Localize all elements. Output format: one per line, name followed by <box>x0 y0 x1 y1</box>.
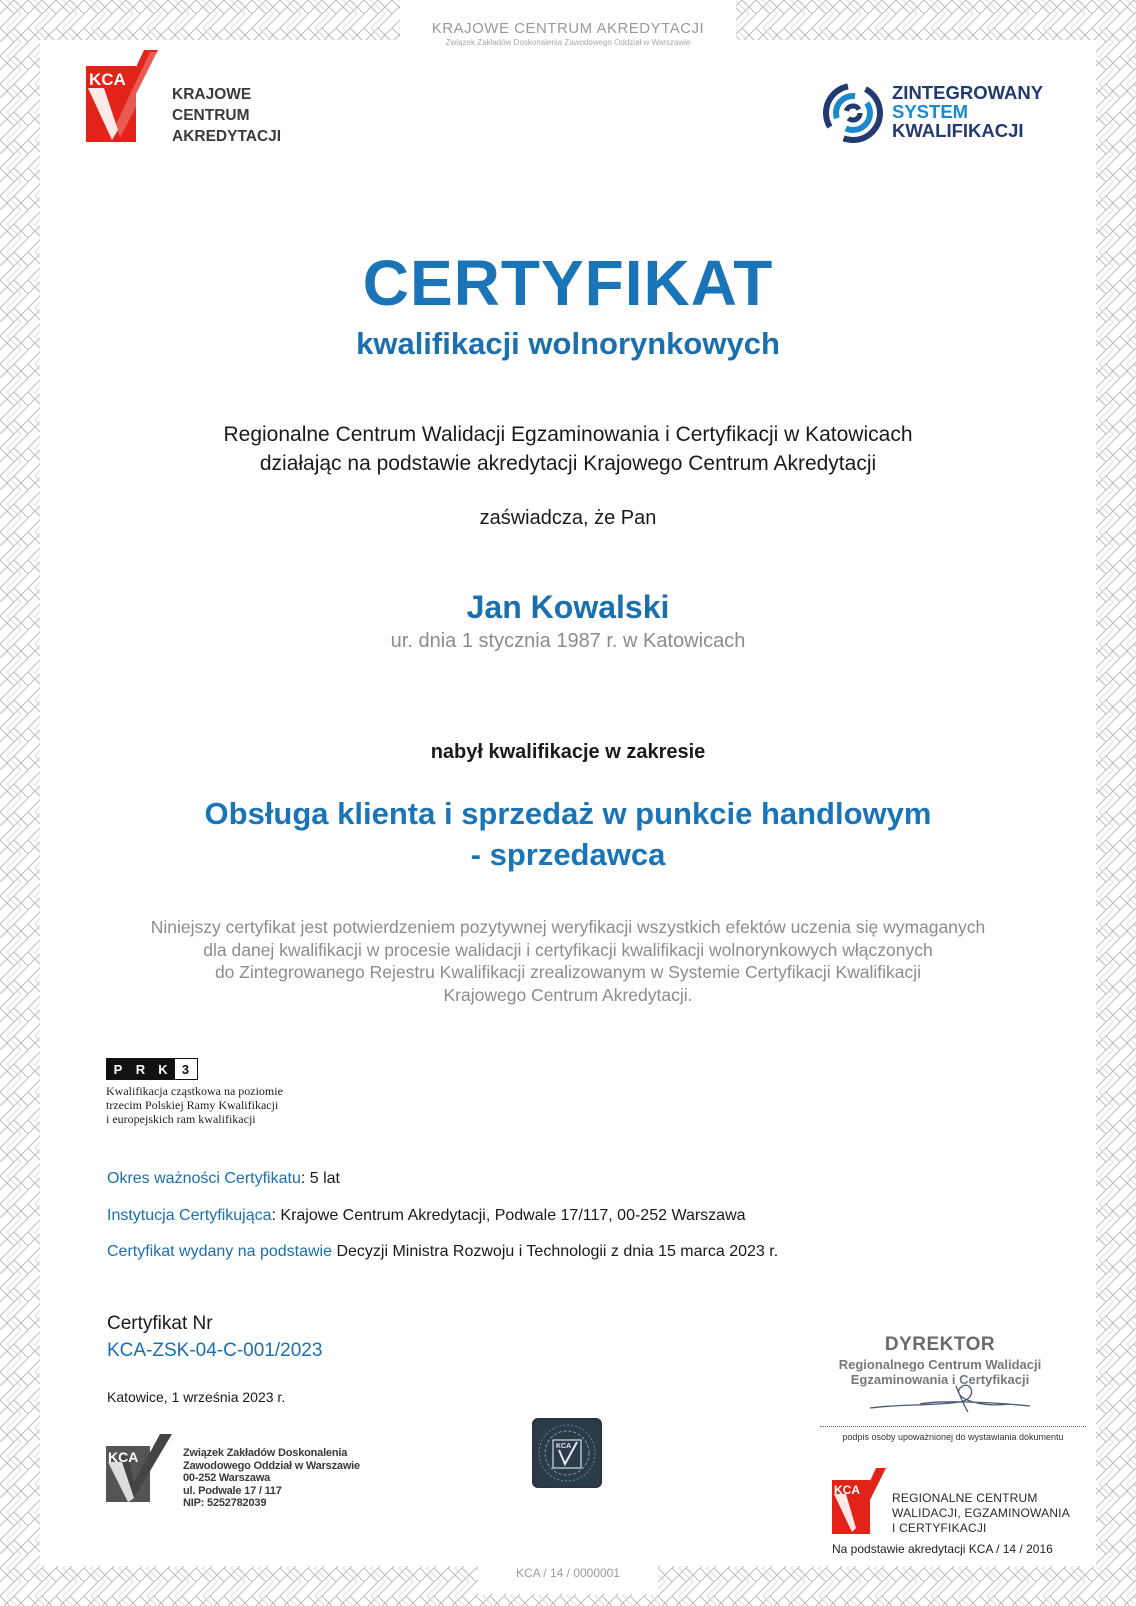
description-line: Krajowego Centrum Akredytacji. <box>443 984 693 1005</box>
validity-value: : 5 lat <box>300 1170 340 1187</box>
regional-mark: KCA <box>834 1483 860 1497</box>
organization-stamp <box>106 1432 396 1509</box>
prk-boxes <box>106 1058 283 1080</box>
zsk-logo-line1: ZINTEGROWANY <box>892 82 1044 103</box>
prk-description <box>106 1084 283 1126</box>
kca-logo-label <box>172 84 281 147</box>
prk-letter: P <box>106 1058 130 1080</box>
validity-label: Okres ważności Certyfikatu <box>107 1170 301 1187</box>
prk-letter: K <box>151 1058 175 1080</box>
kca-mark: KCA <box>89 70 126 89</box>
kca-logo <box>86 48 286 148</box>
signature-line2: Regionalnego Centrum Walidacji <box>838 1357 1042 1372</box>
stamp-mark: KCA <box>108 1449 139 1465</box>
handwritten-signature <box>860 1368 1040 1418</box>
validity-row <box>107 1170 340 1188</box>
stamp-kca-icon <box>106 1432 178 1504</box>
regional-kca-icon <box>832 1466 890 1536</box>
institution-value: : Krajowe Centrum Akredytacji, Podwale 17/117, 00-252 Warszawa <box>271 1207 746 1224</box>
prk-text-line1: Kwalifikacja cząstkowa na poziomie <box>106 1084 283 1098</box>
stamp-line: Związek Zakładów Doskonalenia <box>183 1447 348 1459</box>
hologram-mark: KCA <box>556 1443 572 1450</box>
qualification-line1: Obsługa klienta i sprzedaż w punkcie handlowym <box>204 796 932 831</box>
prk-text-line2: trzecim Polskiej Ramy Kwalifikacji <box>106 1098 279 1112</box>
regional-center-logo <box>832 1466 1082 1536</box>
security-hologram <box>532 1418 602 1488</box>
birth-info: ur. dnia 1 stycznia 1987 r. w Katowicach <box>390 630 746 652</box>
regional-logo-line1: REGIONALNE CENTRUM <box>892 1491 1038 1505</box>
stamp-line: 00-252 Warszawa <box>183 1472 271 1484</box>
basis-value: Decyzji Ministra Rozwoju i Technologii z dnia 15 marca 2023 r. <box>332 1243 779 1260</box>
zsk-logo-line3: KWALIFIKACJI <box>892 120 1024 141</box>
signature-line3: Egzaminowania i Certyfikacji <box>850 1372 1030 1387</box>
qualification-line2: - sprzedawca <box>470 837 666 872</box>
description-line: do Zintegrowanego Rejestru Kwalifikacji zrealizowanym w Systemie Certyfikacji Kwalifikacji <box>214 962 922 982</box>
issuer-line1: Regionalne Centrum Walidacji Egzaminowania i Certyfikacji w Katowicach <box>223 423 913 446</box>
top-banner <box>400 0 736 62</box>
top-banner-subtitle: Związek Zakładów Doskonalenia Zawodowego Oddział w Warszawie <box>445 38 691 47</box>
description-line: Niniejszy certyfikat jest potwierdzeniem pozytywnej weryfikacji wszystkich efektów uczenia się wymaganych <box>150 917 986 937</box>
regional-logo-text <box>892 1491 1070 1536</box>
top-banner-title: KRAJOWE CENTRUM AKREDYTACJI <box>431 20 705 37</box>
certificate-number-label: Certyfikat Nr <box>107 1313 213 1334</box>
stamp-line: ul. Podwale 17 / 117 <box>183 1484 282 1497</box>
person-name: Jan Kowalski <box>466 589 670 625</box>
kca-logo-line2: CENTRUM <box>172 107 250 124</box>
signature-line <box>820 1426 1086 1427</box>
zsk-logo-icon <box>822 82 884 144</box>
signature-caption: podpis osoby upoważnionej do wystawiania dokumentu <box>842 1432 1064 1442</box>
regional-logo-line2: WALIDACJI, EGZAMINOWANIA <box>892 1506 1070 1520</box>
stamp-line: Zawodowego Oddział w Warszawie <box>183 1459 360 1472</box>
certificate-subtitle: kwalifikacji wolnorynkowych <box>356 326 780 361</box>
footer-code: KCA / 14 / 0000001 <box>478 1556 658 1594</box>
stamp-line: NIP: 5252782039 <box>183 1497 267 1509</box>
signature-title: DYREKTOR <box>884 1334 996 1355</box>
regional-accreditation: Na podstawie akredytacji KCA / 14 / 2016 <box>832 1542 1053 1556</box>
prk-text-line3: i europejskich ram kwalifikacji <box>106 1112 256 1126</box>
hologram-icon <box>532 1418 602 1488</box>
regional-logo-line3: I CERTYFIKACJI <box>892 1521 987 1535</box>
institution-label: Instytucja Certyfikująca <box>107 1207 272 1224</box>
zsk-logo <box>822 82 1072 144</box>
prk-letter: R <box>129 1058 153 1080</box>
prk-level: 3 <box>174 1058 198 1080</box>
kca-logo-line3: AKREDYTACJI <box>172 128 282 145</box>
stamp-text <box>183 1447 360 1510</box>
place-date: Katowice, 1 września 2023 r. <box>107 1389 286 1405</box>
certifies-text: zaświadcza, że Pan <box>479 507 657 529</box>
zsk-logo-label <box>892 83 1043 140</box>
certificate-number: KCA-ZSK-04-C-001/2023 <box>107 1340 323 1361</box>
certificate-title: CERTYFIKAT <box>362 247 774 319</box>
certificate-description <box>0 916 1136 1006</box>
kca-logo-icon <box>86 48 166 144</box>
acquired-text: nabył kwalifikacje w zakresie <box>430 741 706 763</box>
institution-row <box>107 1207 746 1225</box>
kca-logo-line1: KRAJOWE <box>172 86 252 103</box>
prk-badge <box>106 1058 283 1126</box>
basis-row <box>107 1243 778 1261</box>
zsk-logo-line2: SYSTEM <box>892 101 969 122</box>
issuer-line2: działając na podstawie akredytacji Krajowego Centrum Akredytacji <box>259 452 877 475</box>
description-line: dla danej kwalifikacji w procesie walidacji i certyfikacji kwalifikacji wolnorynkowych włączonych <box>203 939 933 960</box>
basis-label: Certyfikat wydany na podstawie <box>107 1243 332 1260</box>
